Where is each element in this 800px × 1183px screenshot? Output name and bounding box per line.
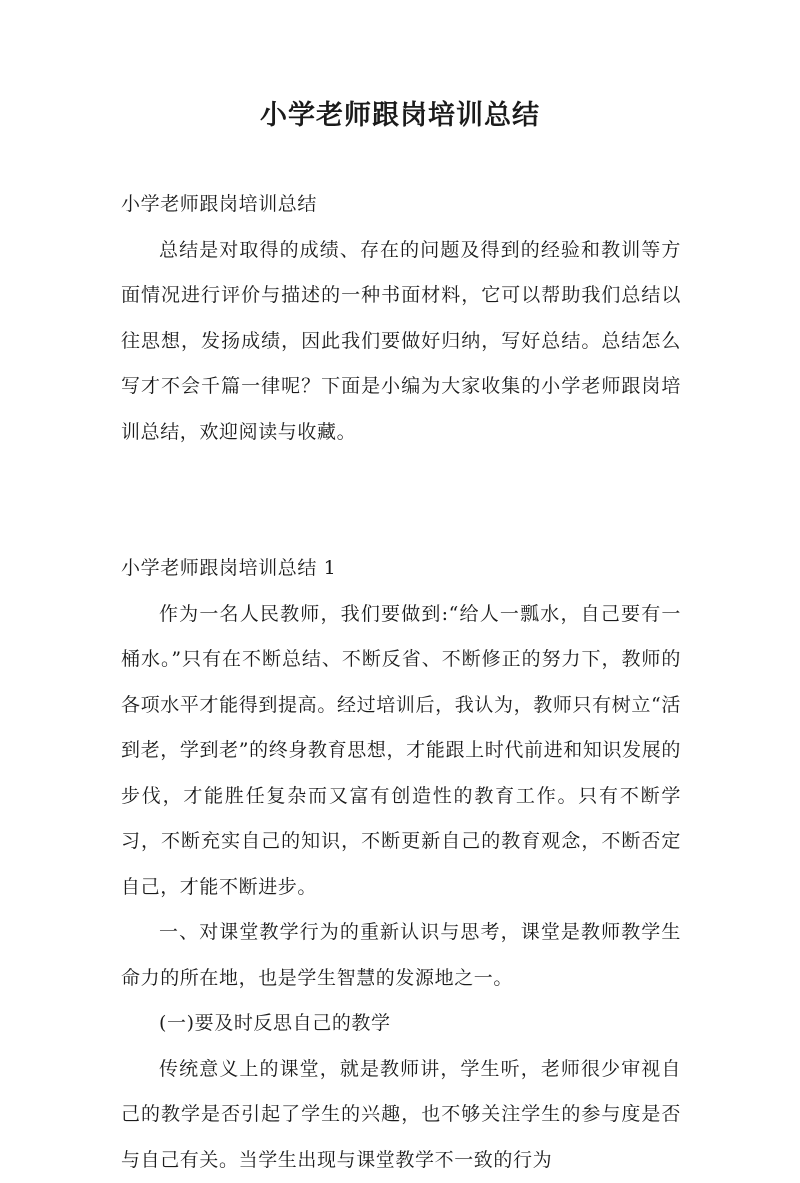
section1-paragraph-3: 传统意义上的课堂，就是教师讲，学生听，老师很少审视自己的教学是否引起了学生的兴趣，也不够关注学生的参与度是否与自己有关。当学生出现与课堂教学不一致的行为 xyxy=(121,1047,681,1183)
document-title: 小学老师跟岗培训总结 xyxy=(0,96,800,136)
section1-paragraph-2: 一、对课堂教学行为的重新认识与思考，课堂是教师教学生命力的所在地，也是学生智慧的发源地之一。 xyxy=(121,910,681,1001)
intro-paragraph: 总结是对取得的成绩、存在的问题及得到的经验和教训等方面情况进行评价与描述的一种书面材料，它可以帮助我们总结以往思想，发扬成绩，因此我们要做好归纳，写好总结。总结怎么写才不会千篇一律呢？下面是小编为大家收集的小学老师跟岗培训总结，欢迎阅读与收藏。 xyxy=(121,228,681,456)
section1-heading: 小学老师跟岗培训总结 1 xyxy=(121,546,681,592)
intro-heading: 小学老师跟岗培训总结 xyxy=(121,182,681,228)
section1-subheading: (一)要及时反思自己的教学 xyxy=(121,1001,681,1047)
section-spacer xyxy=(121,455,681,546)
section1-paragraph-1: 作为一名人民教师，我们要做到:“给人一瓢水，自己要有一桶水。”只有在不断总结、不断反省、不断修正的努力下，教师的各项水平才能得到提高。经过培训后，我认为，教师只有树立“活到老，学到老”的终身教育思想，才能跟上时代前进和知识发展的步伐，才能胜任复杂而又富有创造性的教育工作。只有不断学习，不断充实自己的知识，不断更新自己的教育观念，不断否定自己，才能不断进步。 xyxy=(121,592,681,911)
document-body xyxy=(121,182,681,1183)
